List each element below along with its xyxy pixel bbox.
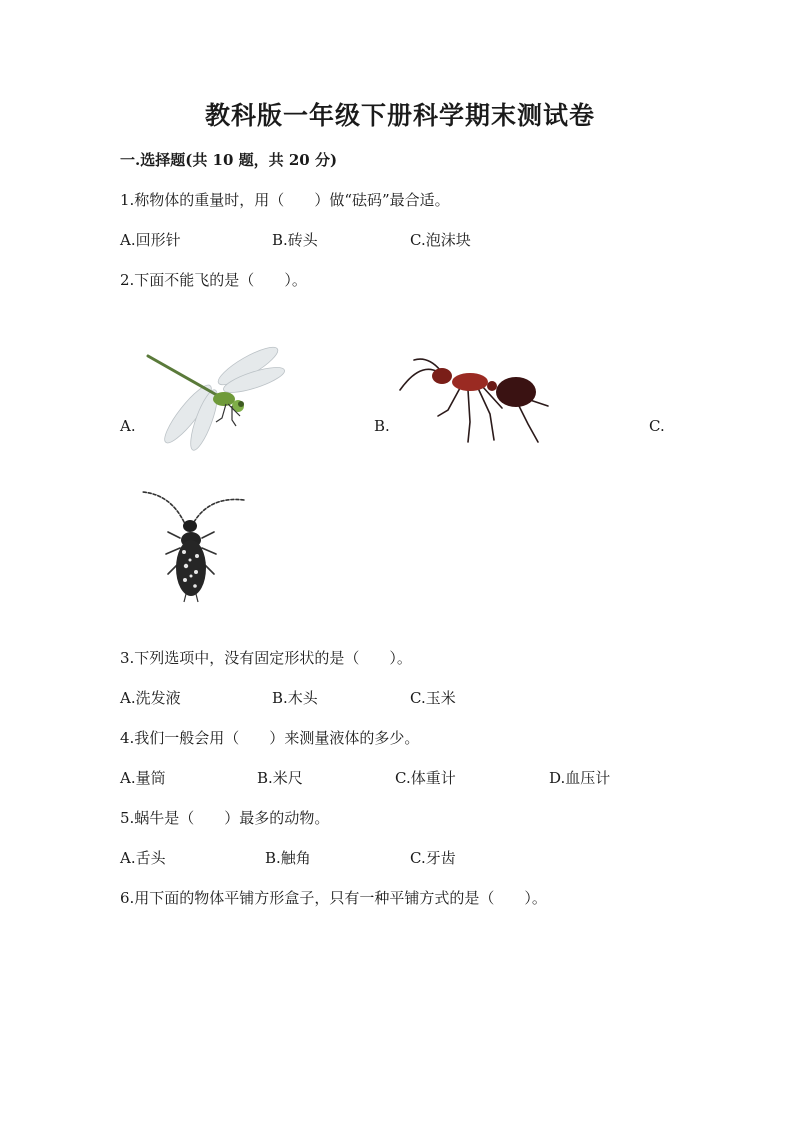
question-5: 5.蜗牛是（ ）最多的动物。 (120, 809, 330, 827)
option-2c: C. (649, 417, 665, 435)
option-5b: B.触角 (265, 849, 311, 867)
option-5a: A.舌头 (120, 849, 166, 867)
option-3a: A.洗发液 (120, 689, 181, 707)
ant-icon (398, 352, 554, 446)
page-title: 教科版一年级下册科学期末测试卷 (204, 101, 595, 130)
question-1: 1.称物体的重量时，用（ ）做“砝码”最合适。 (120, 191, 450, 209)
dragonfly-icon (144, 336, 284, 448)
option-3b: B.木头 (272, 689, 318, 707)
option-4a: A.量筒 (120, 769, 166, 787)
option-4d: D.血压计 (549, 769, 611, 787)
option-4c: C.体重计 (395, 769, 456, 787)
question-4: 4.我们一般会用（ ）来测量液体的多少。 (120, 729, 420, 747)
option-3c: C.玉米 (410, 689, 456, 707)
option-1b: B.砖头 (272, 231, 318, 249)
question-2: 2.下面不能飞的是（ ）。 (120, 271, 307, 289)
option-4b: B.米尺 (257, 769, 303, 787)
beetle-icon (140, 488, 248, 604)
question-3: 3.下列选项中，没有固定形状的是（ ）。 (120, 649, 412, 667)
section-heading: 一.选择题(共 10 题，共 20 分) (120, 151, 338, 169)
option-5c: C.牙齿 (410, 849, 456, 867)
option-1c: C.泡沫块 (410, 231, 471, 249)
option-1a: A.回形针 (120, 231, 181, 249)
question-6: 6.用下面的物体平铺方形盒子，只有一种平铺方式的是（ ）。 (120, 889, 547, 907)
option-2b: B. (374, 417, 390, 435)
option-2a: A. (120, 417, 136, 435)
